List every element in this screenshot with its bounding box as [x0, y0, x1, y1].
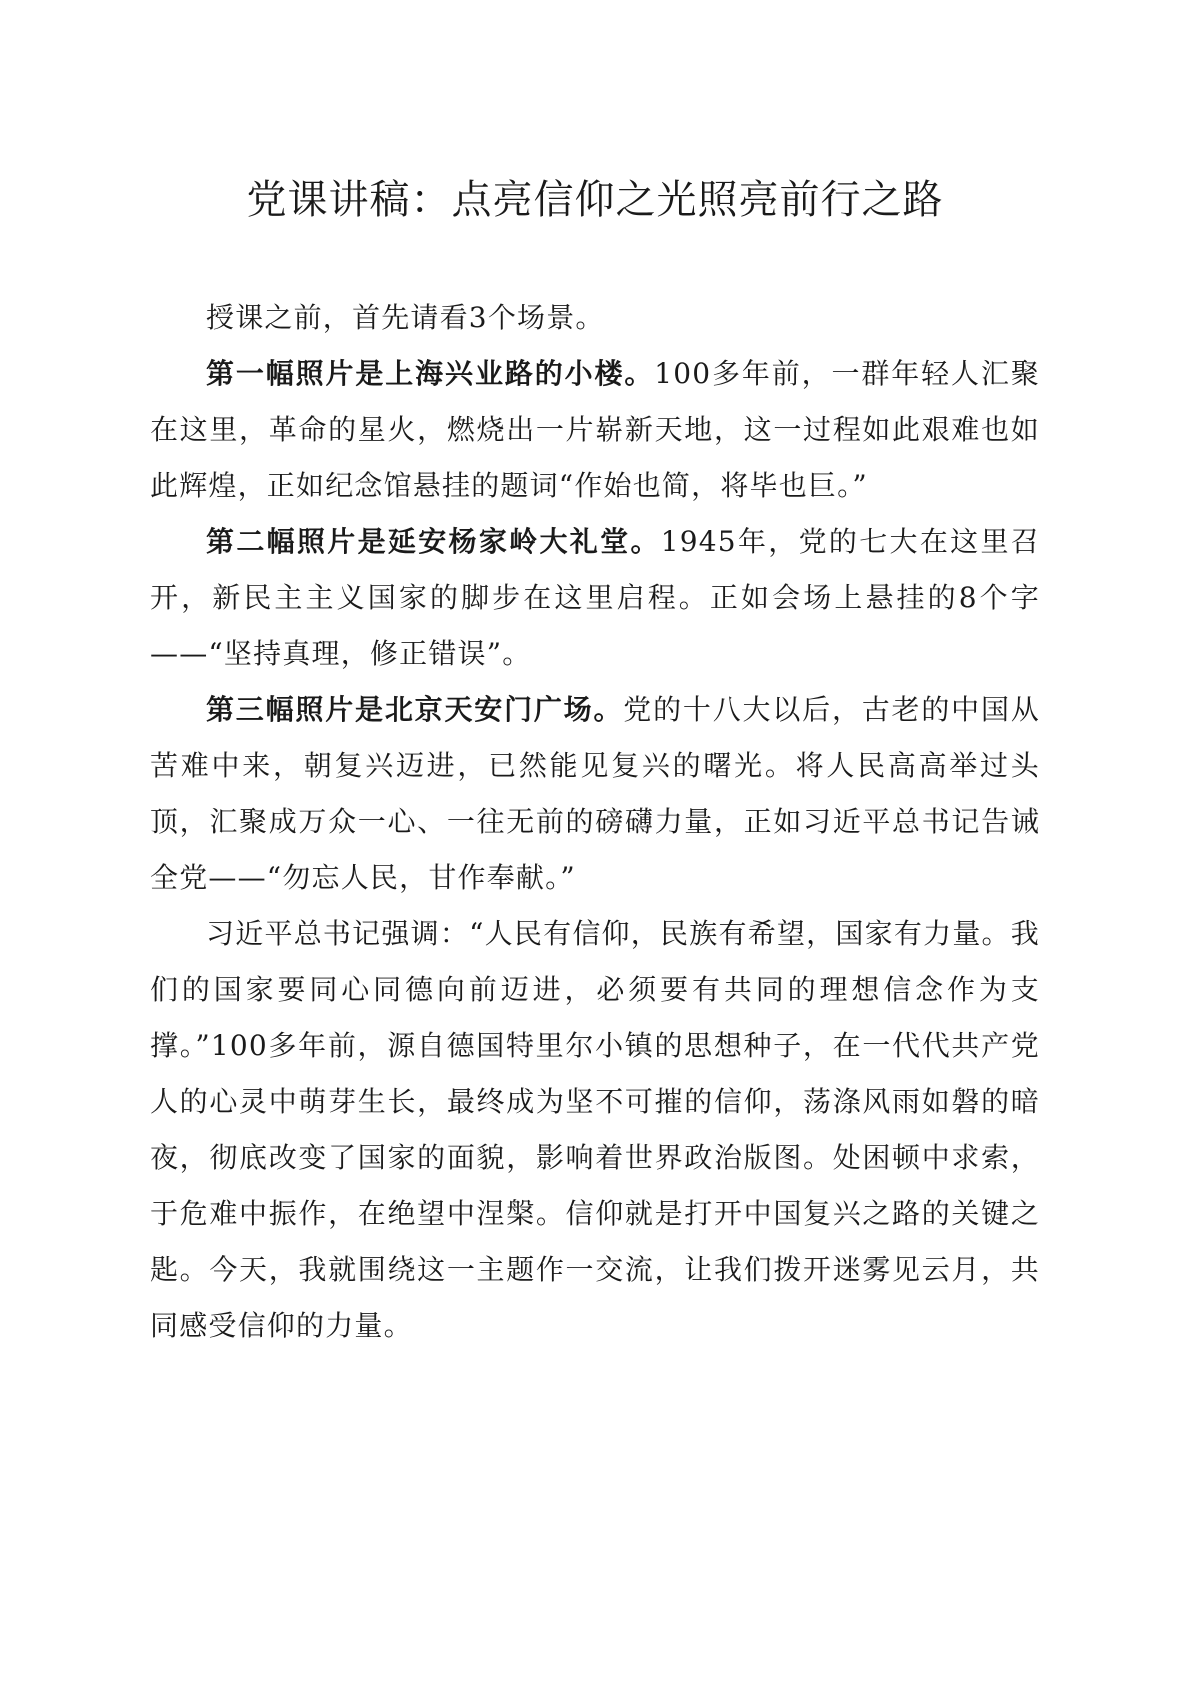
paragraph-text: 习近平总书记强调：“人民有信仰，民族有希望，国家有力量。我们的国家要同心同德向前迈进，必须要有共同的理想信念作为支撑。”100多年前，源自德国特里尔小镇的思想种子，在一代代共产党人的心灵中萌芽生长，最终成为坚不可摧的信仰，荡涤风雨如磐的暗夜，彻底改变了国家的面貌，影响着世界政治版图。处困顿中求索，于危难中振作，在绝望中涅槃。信仰就是打开中国复兴之路的关键之匙。今天，我就围绕这一主题作一交流，让我们拨开迷雾见云月，共同感受信仰的力量。	[150, 917, 1040, 1342]
document-title: 党课讲稿：点亮信仰之光照亮前行之路	[246, 177, 944, 223]
paragraph-lead: 第三幅照片是北京天安门广场。	[206, 693, 624, 726]
paragraph-intro	[150, 290, 1040, 346]
paragraph-text: 党的十八大以后，古老的中国从苦难中来，朝复兴迈进，已然能见复兴的曙光。将人民高高举过头顶，汇聚成万众一心、一往无前的磅礴力量，正如习近平总书记告诫全党——“勿忘人民，甘作奉献。”	[150, 693, 1040, 894]
paragraph-lead: 第二幅照片是延安杨家岭大礼堂。	[206, 525, 661, 558]
paragraph-text: 授课之前，首先请看3个场景。	[206, 301, 605, 334]
paragraph-text: 1945年，党的七大在这里召开，新民主主义国家的脚步在这里启程。正如会场上悬挂的8个字——“坚持真理，修正错误”。	[150, 525, 1040, 670]
paragraph-scene-3	[150, 682, 1040, 906]
paragraph-theme	[150, 906, 1040, 1354]
document-body	[150, 290, 1040, 1354]
paragraph-scene-1	[150, 346, 1040, 514]
paragraph-text: 100多年前，一群年轻人汇聚在这里，革命的星火，燃烧出一片崭新天地，这一过程如此艰难也如此辉煌，正如纪念馆悬挂的题词“作始也简，将毕也巨。”	[150, 357, 1040, 502]
paragraph-scene-2	[150, 514, 1040, 682]
paragraph-lead: 第一幅照片是上海兴业路的小楼。	[206, 357, 655, 390]
